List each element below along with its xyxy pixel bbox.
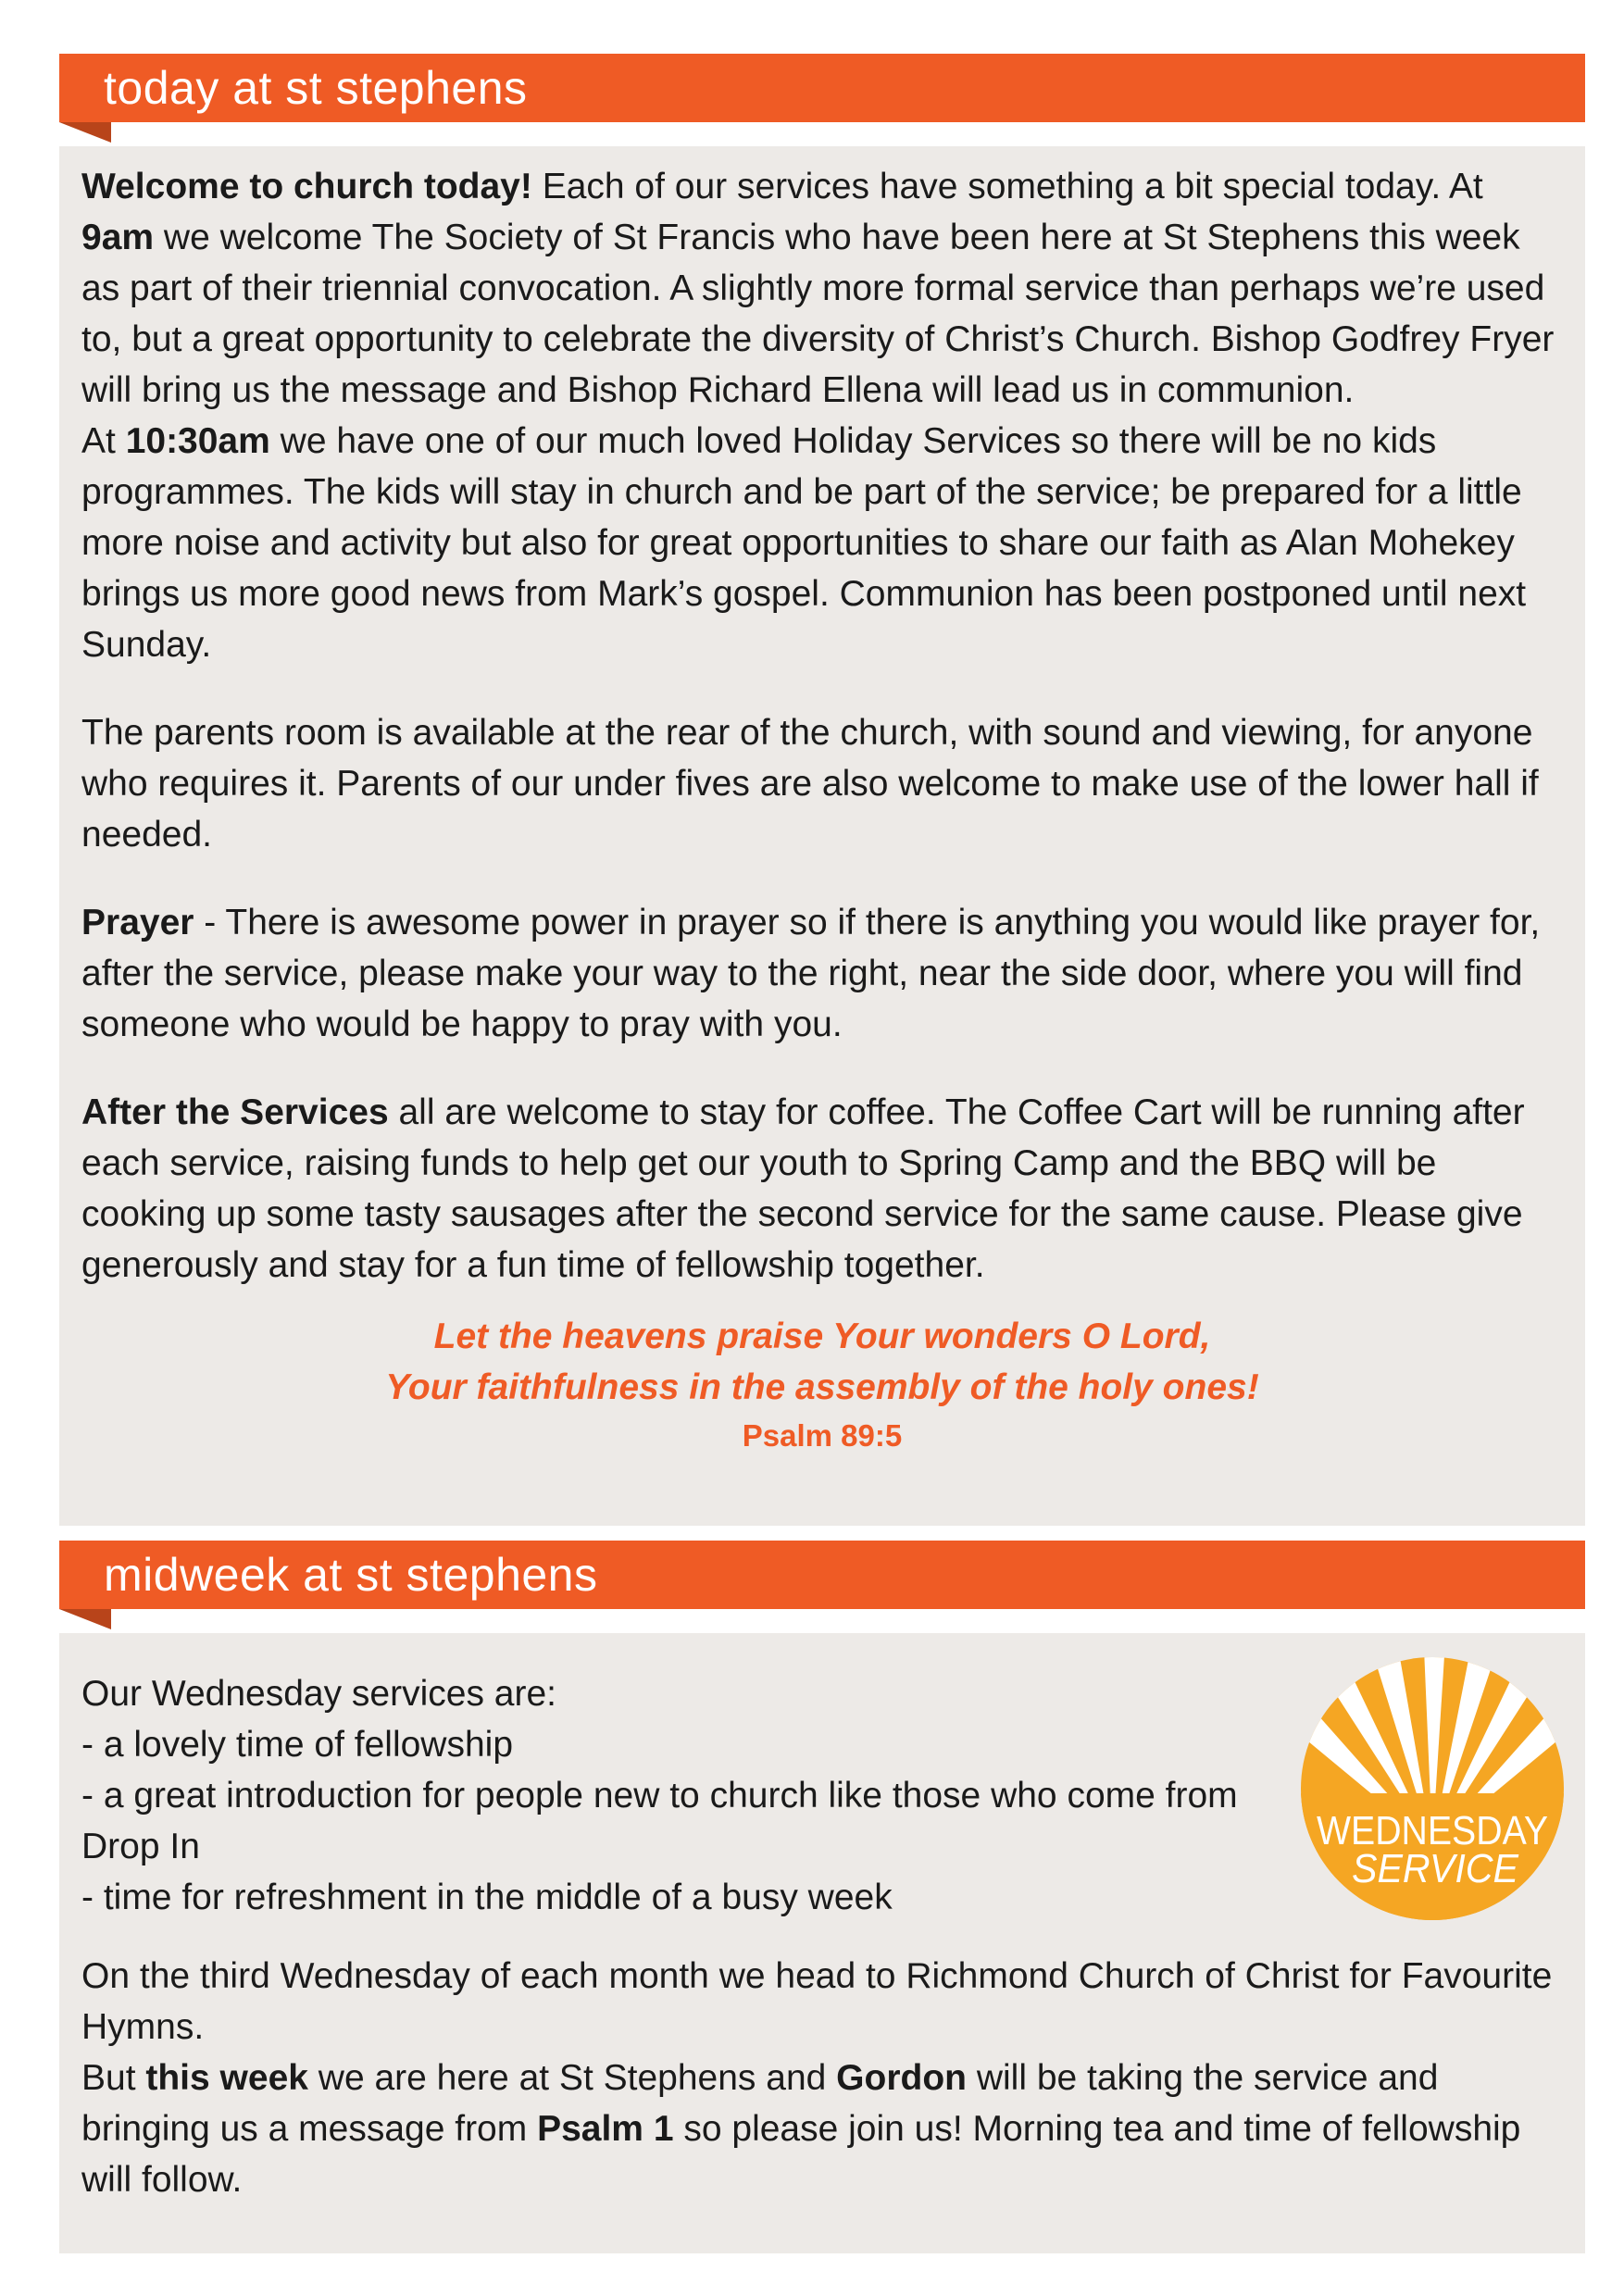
- verse-line-2: Your faithfulness in the assembly of the holy ones!: [385, 1367, 1259, 1407]
- text-run: all are welcome to stay for coffee. The Coffee Cart will be running after each service, raising funds to help get our youth to Spring Camp and the BBQ will be cooking up some tasty sausages after the second service for the same cause. Please give generously and stay for a fun time of fellowship together.: [81, 1092, 1525, 1285]
- verse-line-1: Let the heavens praise Your wonders O Lord,: [433, 1316, 1211, 1356]
- section-title: midweek at st stephens: [104, 1549, 598, 1601]
- service-time: 9am: [81, 218, 155, 257]
- after-services-heading: After the Services: [81, 1092, 389, 1132]
- wednesday-list-block: [81, 1668, 1239, 1923]
- list-item: - a great introduction for people new to church like those who come from Drop In: [81, 1776, 1238, 1866]
- text-run: we welcome The Society of St Francis who have been here at St Stephens this week as part of their triennial convocation. A slightly more formal service than perhaps we’re used to, but a great opportunity to celebrate the diversity of Christ’s Church. Bishop Godfrey Fryer will bring us the message and Bishop Richard Ellena will lead us in communion.: [81, 218, 1555, 410]
- wednesday-service-logo: [1298, 1654, 1567, 1923]
- prayer-paragraph: [81, 897, 1563, 1050]
- text-run: At: [81, 421, 126, 461]
- today-panel: [59, 146, 1585, 1526]
- section-header-today: [59, 54, 1585, 122]
- section-header-midweek: [59, 1541, 1585, 1609]
- parents-room-paragraph: The parents room is available at the rear of the church, with sound and viewing, for anyone who requires it. Parents of our under fives are also welcome to make use of the lower hall if needed.: [81, 713, 1539, 855]
- spacer: [81, 670, 1563, 707]
- emphasis: Gordon: [836, 2058, 967, 2098]
- holiday-service-paragraph: [81, 416, 1563, 670]
- text-run: will be taking the service and bringing us a message from: [81, 2058, 1439, 2149]
- this-week-paragraph: [81, 2053, 1563, 2205]
- section-title: today at st stephens: [104, 62, 528, 114]
- text-run: Each of our services have something a bit special today. At: [531, 167, 1483, 206]
- spacer: [81, 1291, 1563, 1311]
- logo-text-line-1: WEDNESDAY: [1317, 1808, 1548, 1853]
- spacer: [81, 1050, 1563, 1087]
- text-run: - There is awesome power in prayer so if there is anything you would like prayer for, after the service, please make your way to the right, near the side door, where you will find someone who would be happy to pray with you.: [81, 903, 1541, 1044]
- spacer: [81, 860, 1563, 897]
- after-services-paragraph: [81, 1087, 1563, 1291]
- favourite-hymns-paragraph: On the third Wednesday of each month we head to Richmond Church of Christ for Favourite Hymns.: [81, 1956, 1553, 2047]
- text-run: so please join us! Morning tea and time of fellowship will follow.: [81, 2109, 1521, 2200]
- logo-text-line-2: SERVICE: [1352, 1846, 1519, 1891]
- text-run: But: [81, 2058, 146, 2098]
- text-run: we have one of our much loved Holiday Services so there will be no kids programmes. The kids will stay in church and be part of the service; be prepared for a little more noise and activity but also for great opportunities to share our faith as Alan Mohekey brings us more good news from Mark’s gospel. Communion has been postponed until next Sunday.: [81, 421, 1527, 665]
- banner-fold: [59, 122, 111, 143]
- text-run: we are here at St Stephens and: [307, 2058, 837, 2098]
- spacer: [81, 1923, 1563, 1951]
- welcome-paragraph: [81, 161, 1563, 416]
- prayer-heading: Prayer: [81, 903, 194, 942]
- banner-fold: [59, 1609, 111, 1629]
- verse-reference: Psalm 89:5: [742, 1418, 903, 1453]
- emphasis: Psalm 1: [537, 2109, 674, 2149]
- wednesday-intro: Our Wednesday services are:: [81, 1674, 556, 1714]
- welcome-heading: Welcome to church today!: [81, 167, 532, 206]
- list-item: - time for refreshment in the middle of a busy week: [81, 1878, 893, 1917]
- list-item: - a lovely time of fellowship: [81, 1725, 514, 1765]
- emphasis: this week: [145, 2058, 308, 2098]
- service-time: 10:30am: [125, 421, 270, 461]
